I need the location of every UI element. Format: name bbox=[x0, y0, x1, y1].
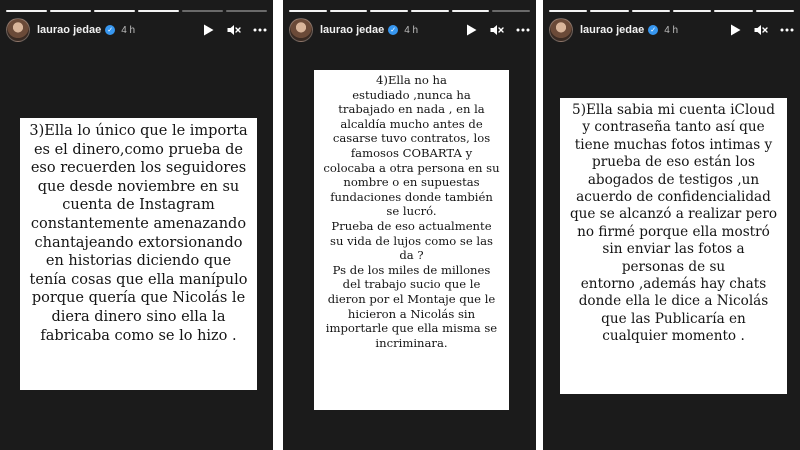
story-controls bbox=[728, 23, 794, 37]
username[interactable]: laurao jedae bbox=[37, 24, 102, 36]
story-panel-1[interactable] bbox=[0, 0, 273, 450]
play-icon[interactable] bbox=[464, 23, 478, 37]
muted-speaker-icon[interactable] bbox=[490, 23, 504, 37]
story-text-card bbox=[20, 118, 257, 390]
username[interactable]: laurao jedae bbox=[580, 24, 645, 36]
progress-segment bbox=[138, 10, 179, 12]
story-text: 5)Ella sabia mi cuenta iCloud y contraseña tanto así que tiene muchas fotos intimas y prueba de eso están los abogados de testigos ,un acuerdo de confidencialidad que se alcanzó a realizar pero no firmé porque ella mostró sin enviar las fotos a personas de su entorno ,además hay chats donde ella le dice a Nicolás que las Publicaría en cualquier momento . bbox=[569, 102, 778, 345]
verified-badge-icon: ✓ bbox=[388, 25, 398, 35]
progress-segment bbox=[94, 10, 135, 12]
progress-segment bbox=[452, 10, 490, 12]
story-header bbox=[289, 18, 530, 42]
story-header bbox=[6, 18, 267, 42]
avatar[interactable] bbox=[549, 18, 573, 42]
verified-badge-icon: ✓ bbox=[105, 25, 115, 35]
progress-segment bbox=[492, 10, 530, 12]
progress-segment bbox=[330, 10, 368, 12]
story-header bbox=[549, 18, 794, 42]
story-progress-bar bbox=[6, 10, 267, 12]
avatar[interactable] bbox=[289, 18, 313, 42]
username[interactable]: laurao jedae bbox=[320, 24, 385, 36]
progress-segment bbox=[50, 10, 91, 12]
muted-speaker-icon[interactable] bbox=[227, 23, 241, 37]
more-options-icon[interactable] bbox=[253, 23, 267, 37]
progress-segment bbox=[289, 10, 327, 12]
muted-speaker-icon[interactable] bbox=[754, 23, 768, 37]
more-options-icon[interactable] bbox=[780, 23, 794, 37]
story-text-card bbox=[560, 98, 787, 394]
progress-segment bbox=[549, 10, 587, 12]
progress-segment bbox=[714, 10, 752, 12]
play-icon[interactable] bbox=[728, 23, 742, 37]
story-text: 4)Ella no ha estudiado ,nunca ha trabajado en nada , en la alcaldía mucho antes de casarse tuvo contratos, los famosos COBARTA y colocaba a otra persona en su nombre o en supuestas fundaciones donde también se lucró. Prueba de eso actualmente su vida de lujos como se las da ? Ps de los miles de millones del trabajo sucio que le dieron por el Montaje que le hicieron a Nicolás sin importarle que ella misma se incriminara. bbox=[323, 73, 500, 350]
story-controls bbox=[201, 23, 267, 37]
progress-segment bbox=[6, 10, 47, 12]
story-text: 3)Ella lo único que le importa es el dinero,como prueba de eso recuerden los seguidores que desde noviembre en su cuenta de Instagram constantemente amenazando chantajeando extorsionando en historias diciendo que tenía cosas que ella manípulo porque quería que Nicolás le diera dinero sino ella la fabricaba como se lo hizo . bbox=[29, 123, 248, 344]
progress-segment bbox=[226, 10, 267, 12]
story-progress-bar bbox=[289, 10, 530, 12]
progress-segment bbox=[182, 10, 223, 12]
post-time: 4 h bbox=[664, 24, 679, 36]
more-options-icon[interactable] bbox=[516, 23, 530, 37]
story-controls bbox=[464, 23, 530, 37]
story-panel-2[interactable] bbox=[283, 0, 536, 450]
story-progress-bar bbox=[549, 10, 794, 12]
progress-segment bbox=[370, 10, 408, 12]
progress-segment bbox=[673, 10, 711, 12]
avatar[interactable] bbox=[6, 18, 30, 42]
post-time: 4 h bbox=[121, 24, 136, 36]
story-panel-3[interactable] bbox=[543, 0, 800, 450]
post-time: 4 h bbox=[404, 24, 419, 36]
verified-badge-icon: ✓ bbox=[648, 25, 658, 35]
progress-segment bbox=[411, 10, 449, 12]
progress-segment bbox=[756, 10, 794, 12]
play-icon[interactable] bbox=[201, 23, 215, 37]
progress-segment bbox=[590, 10, 628, 12]
progress-segment bbox=[632, 10, 670, 12]
story-text-card bbox=[314, 70, 509, 410]
